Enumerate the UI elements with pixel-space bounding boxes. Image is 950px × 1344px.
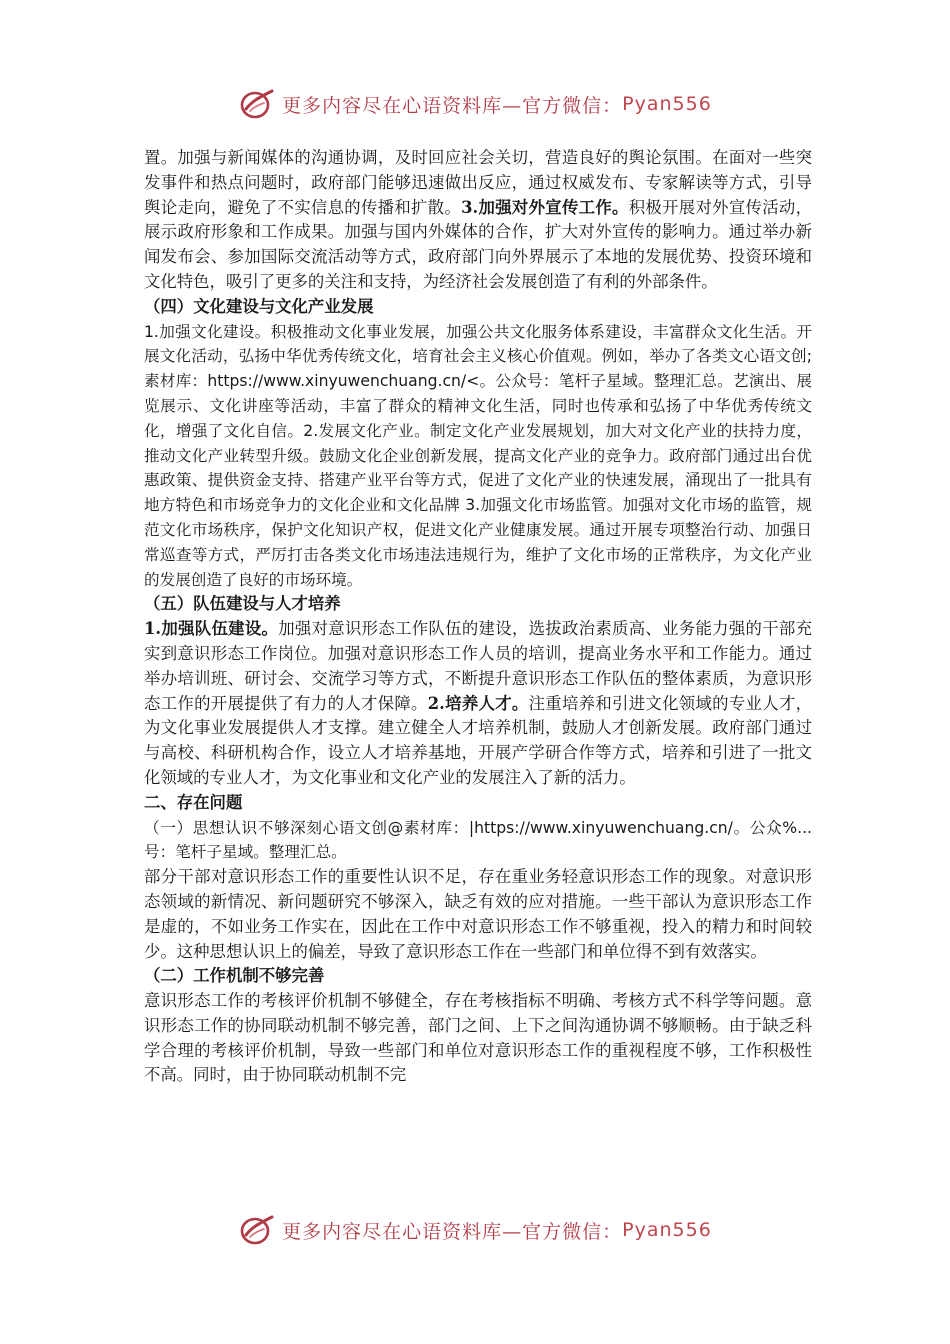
- bold-subheading: 1.加强队伍建设。: [144, 619, 279, 639]
- watermark-text: 更多内容尽在心语资料库—官方微信：: [282, 94, 623, 117]
- brush-logo-icon: [238, 1213, 278, 1247]
- watermark-wechat-id: Pyan556: [622, 1219, 712, 1241]
- document-body: [144, 146, 812, 1088]
- paragraph-team: [144, 617, 812, 791]
- header-watermark: [0, 86, 950, 122]
- watermark-text: 更多内容尽在心语资料库—官方微信：: [282, 1220, 623, 1243]
- paragraph-thinking: 部分干部对意识形态工作的重要性认识不足，存在重业务轻意识形态工作的现象。对意识形态领域的新情况、新问题研究不够深入，缺乏有效的应对措施。一些干部认为意识形态工作是虚的，不如业务工作实在，因此在工作中对意识形态工作不够重视，投入的精力和时间较少。这种思想认识上的偏差，导致了意识形态工作在一些部门和单位得不到有效落实。: [144, 867, 812, 961]
- text-run: 注重培养和引进文化领域的专业人才，为文化事业发展提供人才支撑。建立健全人才培养机制，鼓励人才创新发展。政府部门通过与高校、科研机构合作，设立人才培养基地，开展产学研合作等方式，培养和引进了一批文化领域的专业人才，为文化事业和文化产业的发展注入了新的活力。: [144, 693, 812, 787]
- bold-subheading: 3.加强对外宣传工作。: [461, 197, 629, 217]
- paragraph-media-and-publicity: [144, 146, 812, 295]
- paragraph-mechanism: 意识形态工作的考核评价机制不够健全，存在考核指标不明确、考核方式不科学等问题。意识形态工作的协同联动机制不够完善，部门之间、上下之间沟通协调不够顺畅。由于缺乏科学合理的考核评价机制，导致一些部门和单位对意识形态工作的重视程度不够，工作积极性不高。同时，由于协同联动机制不完: [144, 991, 812, 1085]
- paragraph-culture: 1.加强文化建设。积极推动文化事业发展，加强公共文化服务体系建设，丰富群众文化生活。开展文化活动，弘扬中华优秀传统文化，培育社会主义核心价值观。例如，举办了各类文心语文创;素材库：https://www.xinyuwenchuang.cn/<。公众号：笔杆子星域。整理汇总。艺演出、展览展示、文化讲座等活动，丰富了群众的精神文化生活，同时也传承和弘扬了中华优秀传统文化，增强了文化自信。2.发展文化产业。制定文化产业发展规划，加大对文化产业的扶持力度，推动文化产业转型升级。鼓励文化企业创新发展，提高文化产业的竞争力。政府部门通过出台优惠政策、提供资金支持、搭建产业平台等方式，促进了文化产业的快速发展，涌现出了一批具有地方特色和市场竞争力的文化企业和文化品牌 3.加强文化市场监管。加强对文化市场的监管，规范文化市场秩序，保护文化知识产权，促进文化产业健康发展。通过开展专项整治行动、加强日常巡查等方式，严厉打击各类文化市场违法违规行为，维护了文化市场的正常秩序，为文化产业的发展创造了良好的市场环境。: [144, 322, 812, 589]
- chapter-heading-problems: 二、存在问题: [144, 792, 243, 812]
- text-run: 积极开展对外宣传活动，展示政府形象和工作成果。加强与国内外媒体的合作，扩大对外宣传的影响力。通过举办新闻发布会、参加国际交流活动等方式，政府部门向外界展示了本地的发展优势、投资环境和文化特色，吸引了更多的关注和支持，为经济社会发展创造了有利的外部条件。: [144, 197, 812, 291]
- section-heading-culture: （四）文化建设与文化产业发展: [144, 296, 374, 316]
- footer-watermark: [0, 1212, 950, 1248]
- text-run: 置。加强与新闻媒体的沟通协调，及时回应社会关切，营造良好的舆论氛围。在面对一些突发事件和热点问题时，政府部门能够迅速做出反应，通过权威发布、专家解读等方式，引导舆论走向，避免了不实信息的传播和扩散。: [144, 148, 812, 217]
- brush-logo-icon: [238, 87, 278, 121]
- section-heading-mechanism: （二）工作机制不够完善: [144, 966, 325, 986]
- bold-subheading: 2.培养人才。: [427, 693, 529, 713]
- subheading-thinking: （一）思想认识不够深刻心语文创@素材库：|https://www.xinyuwenchuang.cn/。公众%...号：笔杆子星域。整理汇总。: [144, 818, 812, 862]
- text-run: 加强对意识形态工作队伍的建设，选拔政治素质高、业务能力强的干部充实到意识形态工作岗位。加强对意识形态工作人员的培训，提高业务水平和工作能力。通过举办培训班、研讨会、交流学习等方式，不断提升意识形态工作队伍的整体素质，为意识形态工作的开展提供了有力的人才保障。: [144, 619, 812, 713]
- watermark-wechat-id: Pyan556: [622, 93, 712, 115]
- section-heading-team: （五）队伍建设与人才培养: [144, 594, 341, 614]
